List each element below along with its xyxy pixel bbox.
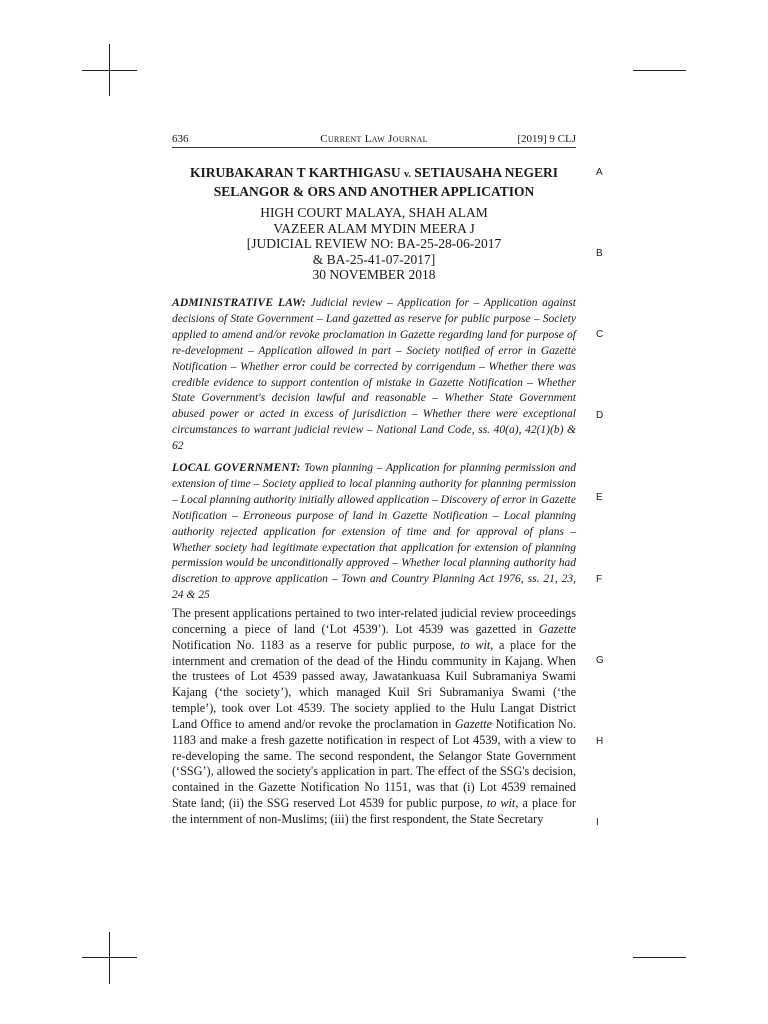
margin-letter-a: A xyxy=(596,167,603,178)
summary-italic: to wit xyxy=(486,796,516,811)
margin-letter-f: F xyxy=(596,574,603,585)
party-respondent: SETIAUSAHA NEGERI xyxy=(410,165,558,180)
crop-mark-bottom-right-horizontal xyxy=(633,957,686,958)
party-applicant: KIRUBAKARAN T KARTHIGASU xyxy=(190,165,404,180)
court-details xyxy=(172,205,576,283)
case-title-line-1 xyxy=(172,164,576,183)
margin-letter-d: D xyxy=(596,410,604,421)
judgment-date: 30 NOVEMBER 2018 xyxy=(312,267,436,282)
summary-text: , a place for the internment and cremation of the dead of the Hindu community in Kajang. When the trustees of Lot 4539 passed away, Jawatankuasa Kuil Subramaniya Swami Kajang (‘the society’), which managed Kuil Sri Subramaniya Swami (‘the temple’), took over Lot 4539. The society applied to the Hulu Langat District Land Office to amend and/or revoke the proclamation in xyxy=(172,637,576,731)
margin-letter-e: E xyxy=(596,492,603,503)
judge-name: VAZEER ALAM MYDIN MEERA J xyxy=(273,220,475,236)
versus-marker: v. xyxy=(403,169,411,180)
review-number-line-2: & BA-25-41-07-2017] xyxy=(312,251,436,267)
summary-italic: Gazette xyxy=(538,621,576,636)
crop-mark-bottom-left-vertical xyxy=(109,932,110,984)
summary-text: The present applications pertained to two inter-related judicial review proceedings concerning a piece of land (‘Lot 4539’). Lot 4539 was gazetted in xyxy=(172,606,576,636)
journal-name: Current Law Journal xyxy=(320,133,428,145)
summary-text: Notification No. 1183 as a reserve for public purpose, xyxy=(172,637,461,652)
summary-text: Notification No. 1183 and make a fresh gazette notification in respect of Lot 4539, with a view to re-developing the same. The second respondent, the Selangor State Government (‘SSG’), allowed the society's application in part. The effect of the SSG's decision, contained in the Gazette Notification No 1151, was that (i) Lot 4539 remained State land; (ii) the SSG reserved Lot 4539 for public purpose, xyxy=(172,716,576,811)
margin-letter-b: B xyxy=(596,248,603,259)
catchword-text: Town planning – Application for planning permission and extension of time – Society applied to local planning authority for planning permission – Local planning authority initially allowed application – Discovery of error in Gazette Notification – Erroneous purpose of land in Gazette Notification – Local planning authority rejected application for extension of time and for approval of plans – Whether society had legitimate expectation that application for extension of planning permission would be unconditionally approved – Whether local planning authority had discretion to approve application – Town and Country Planning Act 1976, ss. 21, 23, 24 & 25 xyxy=(172,462,577,602)
summary-text: , a place for the internment of non-Muslims; (iii) the first respondent, the State Secretary xyxy=(172,796,576,826)
summary-italic: to wit xyxy=(460,637,491,652)
margin-letter-c: C xyxy=(596,329,604,340)
case-summary xyxy=(172,606,576,828)
catchword-administrative-law xyxy=(172,296,576,455)
case-title-line-2: SELANGOR & ORS AND ANOTHER APPLICATION xyxy=(213,184,535,199)
catchword-text: Judicial review – Application for – Application against decisions of State Government – Land gazetted as reserve for public purpose – Society applied to amend and/or revoke proclamation in Gazette regarding land for purpose of re-development – Application allowed in part – Society notified of error in Gazette Notification – Whether error could be corrected by corrigendum – Whether there was credible evidence to support contention of mistake in Gazette Notification – Whether State Government's decision lawful and reasonable – Whether State Government abused power or acted in excess of jurisdiction – Whether there were exceptional circumstances to warrant judicial review – National Land Code, ss. 40(a), 42(1)(b) & 62 xyxy=(172,297,576,453)
summary-italic: Gazette xyxy=(454,716,493,731)
case-title xyxy=(172,164,576,200)
citation: [2019] 9 CLJ xyxy=(517,133,576,145)
margin-letter-h: H xyxy=(596,736,604,747)
catchword-heading: ADMINISTRATIVE LAW: xyxy=(172,297,306,309)
catchword-local-government xyxy=(172,461,576,604)
crop-mark-top-left-vertical xyxy=(109,44,110,96)
court-name: HIGH COURT MALAYA, SHAH ALAM xyxy=(260,205,488,220)
margin-letter-i: I xyxy=(596,817,599,828)
running-head xyxy=(172,133,576,148)
crop-mark-top-right-horizontal xyxy=(633,70,686,71)
review-number-line-1: [JUDICIAL REVIEW NO: BA-25-28-06-2017 xyxy=(246,236,502,251)
page-number: 636 xyxy=(172,133,189,145)
margin-letter-g: G xyxy=(596,655,604,666)
catchword-heading: LOCAL GOVERNMENT: xyxy=(172,462,301,474)
